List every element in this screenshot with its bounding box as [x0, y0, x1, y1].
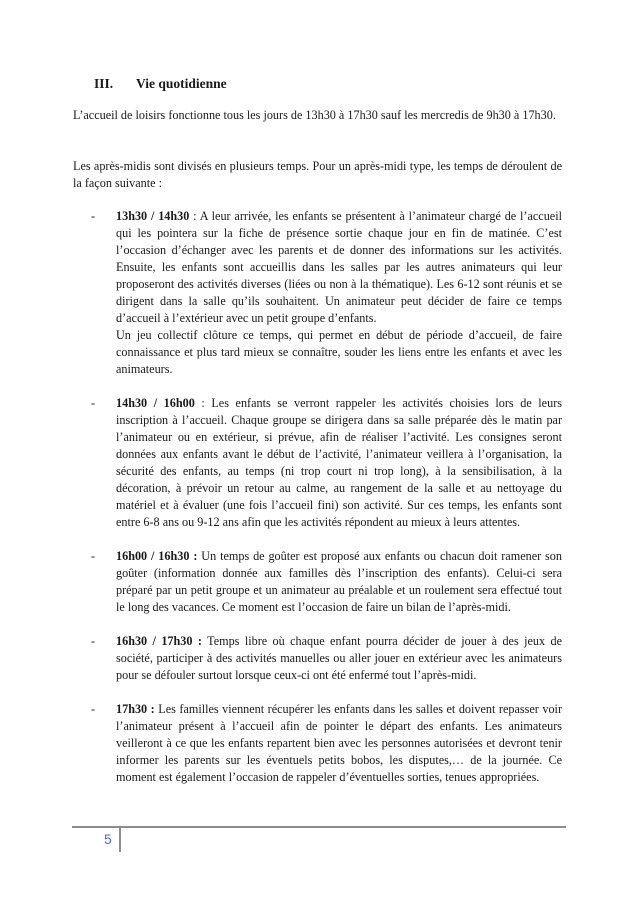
bullet-dash: -	[91, 634, 96, 648]
section-heading	[94, 76, 227, 92]
schedule-item-1330	[73, 208, 562, 378]
schedule-time: 17h30 :	[116, 702, 155, 716]
schedule-extra-text: Un jeu collectif clôture ce temps, qui permet en début de période d’accueil, de faire connaissance et plus tard mieux se connaître, souder les liens entre les enfants et avec les animateurs.	[116, 328, 562, 376]
schedule-time: 14h30 / 16h00	[116, 396, 195, 410]
schedule-time: 16h30 / 17h30 :	[116, 634, 202, 648]
footer-divider	[119, 826, 121, 852]
bullet-dash: -	[91, 396, 96, 410]
section-number: III.	[94, 76, 114, 91]
schedule-description: Temps libre où chaque enfant pourra décider de jouer à des jeux de société, participer à des activités manuelles ou aller jouer en extérieur avec les animateurs pour se défouler surtout lorsque ceux-ci ont été enfermé tout l’après-midi.	[116, 634, 562, 682]
schedule-description: Un temps de goûter est proposé aux enfants ou chacun doit ramener son goûter (information donnée aux familles dès l’inscription des enfants). Celui-ci sera préparé par un petit groupe et un animateur au préalable et un roulement sera effectué tout le long des vacances. Ce moment est l’occasion de faire un bilan de l’après-midi.	[116, 549, 562, 614]
afternoon-intro-paragraph: Les après-midis sont divisés en plusieurs temps. Pour un après-midi type, les temps de déroulent de la façon suivante :	[73, 159, 562, 190]
schedule-item-1430	[73, 395, 562, 531]
schedule-time: 13h30 / 14h30	[116, 209, 190, 223]
schedule-item-1600	[73, 548, 562, 616]
opening-hours-paragraph: L’accueil de loisirs fonctionne tous les jours de 13h30 à 17h30 sauf les mercredis de 9h30 à 17h30.	[73, 108, 556, 122]
bullet-dash: -	[91, 209, 96, 223]
bullet-dash: -	[91, 549, 96, 563]
schedule-description: : Les enfants se verront rappeler les activités choisies lors de leurs inscription à l’accueil. Chaque groupe se dirigera dans sa salle préparée dès le matin par l’animateur ou en extérieur, si prévue, afin de réaliser l’activité. Les consignes seront données aux enfants avant le début de l’activité, l’animateur veillera à l’organisation, la sécurité des enfants, au temps (ni trop court ni trop long), à la sensibilisation, à la décoration, à prévoir un retour au calme, au rangement de la salle et au nettoyage du matériel et à évaluer (une fois l’accueil fini) son activité. Sur ces temps, les enfants sont entre 6-8 ans ou 9-12 ans afin que les activités répondent au mieux à leurs attentes.	[116, 396, 562, 529]
schedule-description: Les familles viennent récupérer les enfants dans les salles et doivent repasser voir l’animateur présent à l’accueil afin de pointer le départ des enfants. Les animateurs veilleront à ce que les enfants repartent bien avec les personnes autorisées et devront tenir informer les parents sur les éventuels petits bobos, les disputes,… de la journée. Ce moment est également l’occasion de rappeler d’éventuelles sorties, tenues appropriées.	[116, 702, 563, 784]
page-number: 5	[104, 831, 112, 847]
schedule-item-1630	[73, 633, 562, 684]
schedule-list	[73, 208, 562, 803]
footer-rule	[72, 826, 566, 828]
schedule-item-1730	[73, 701, 562, 786]
bullet-dash: -	[91, 702, 96, 716]
schedule-description: : A leur arrivée, les enfants se présentent à l’animateur chargé de l’accueil qui les pointera sur la fiche de présence sortie chaque jour en fin de matinée. C’est l’occasion d’échanger avec les parents et de donner des informations sur les activités. Ensuite, les enfants sont accueillis dans les salles par les autres animateurs qui leur proposeront des activités diverses (liées ou non à la thématique). Les 6-12 sont réunis et se dirigent dans la salle qu’ils souhaitent. Un animateur peut décider de faire ce temps d’accueil à l’extérieur avec un petit groupe d’enfants.	[116, 209, 562, 325]
schedule-time: 16h00 / 16h30 :	[116, 549, 198, 563]
section-title: Vie quotidienne	[136, 76, 227, 91]
